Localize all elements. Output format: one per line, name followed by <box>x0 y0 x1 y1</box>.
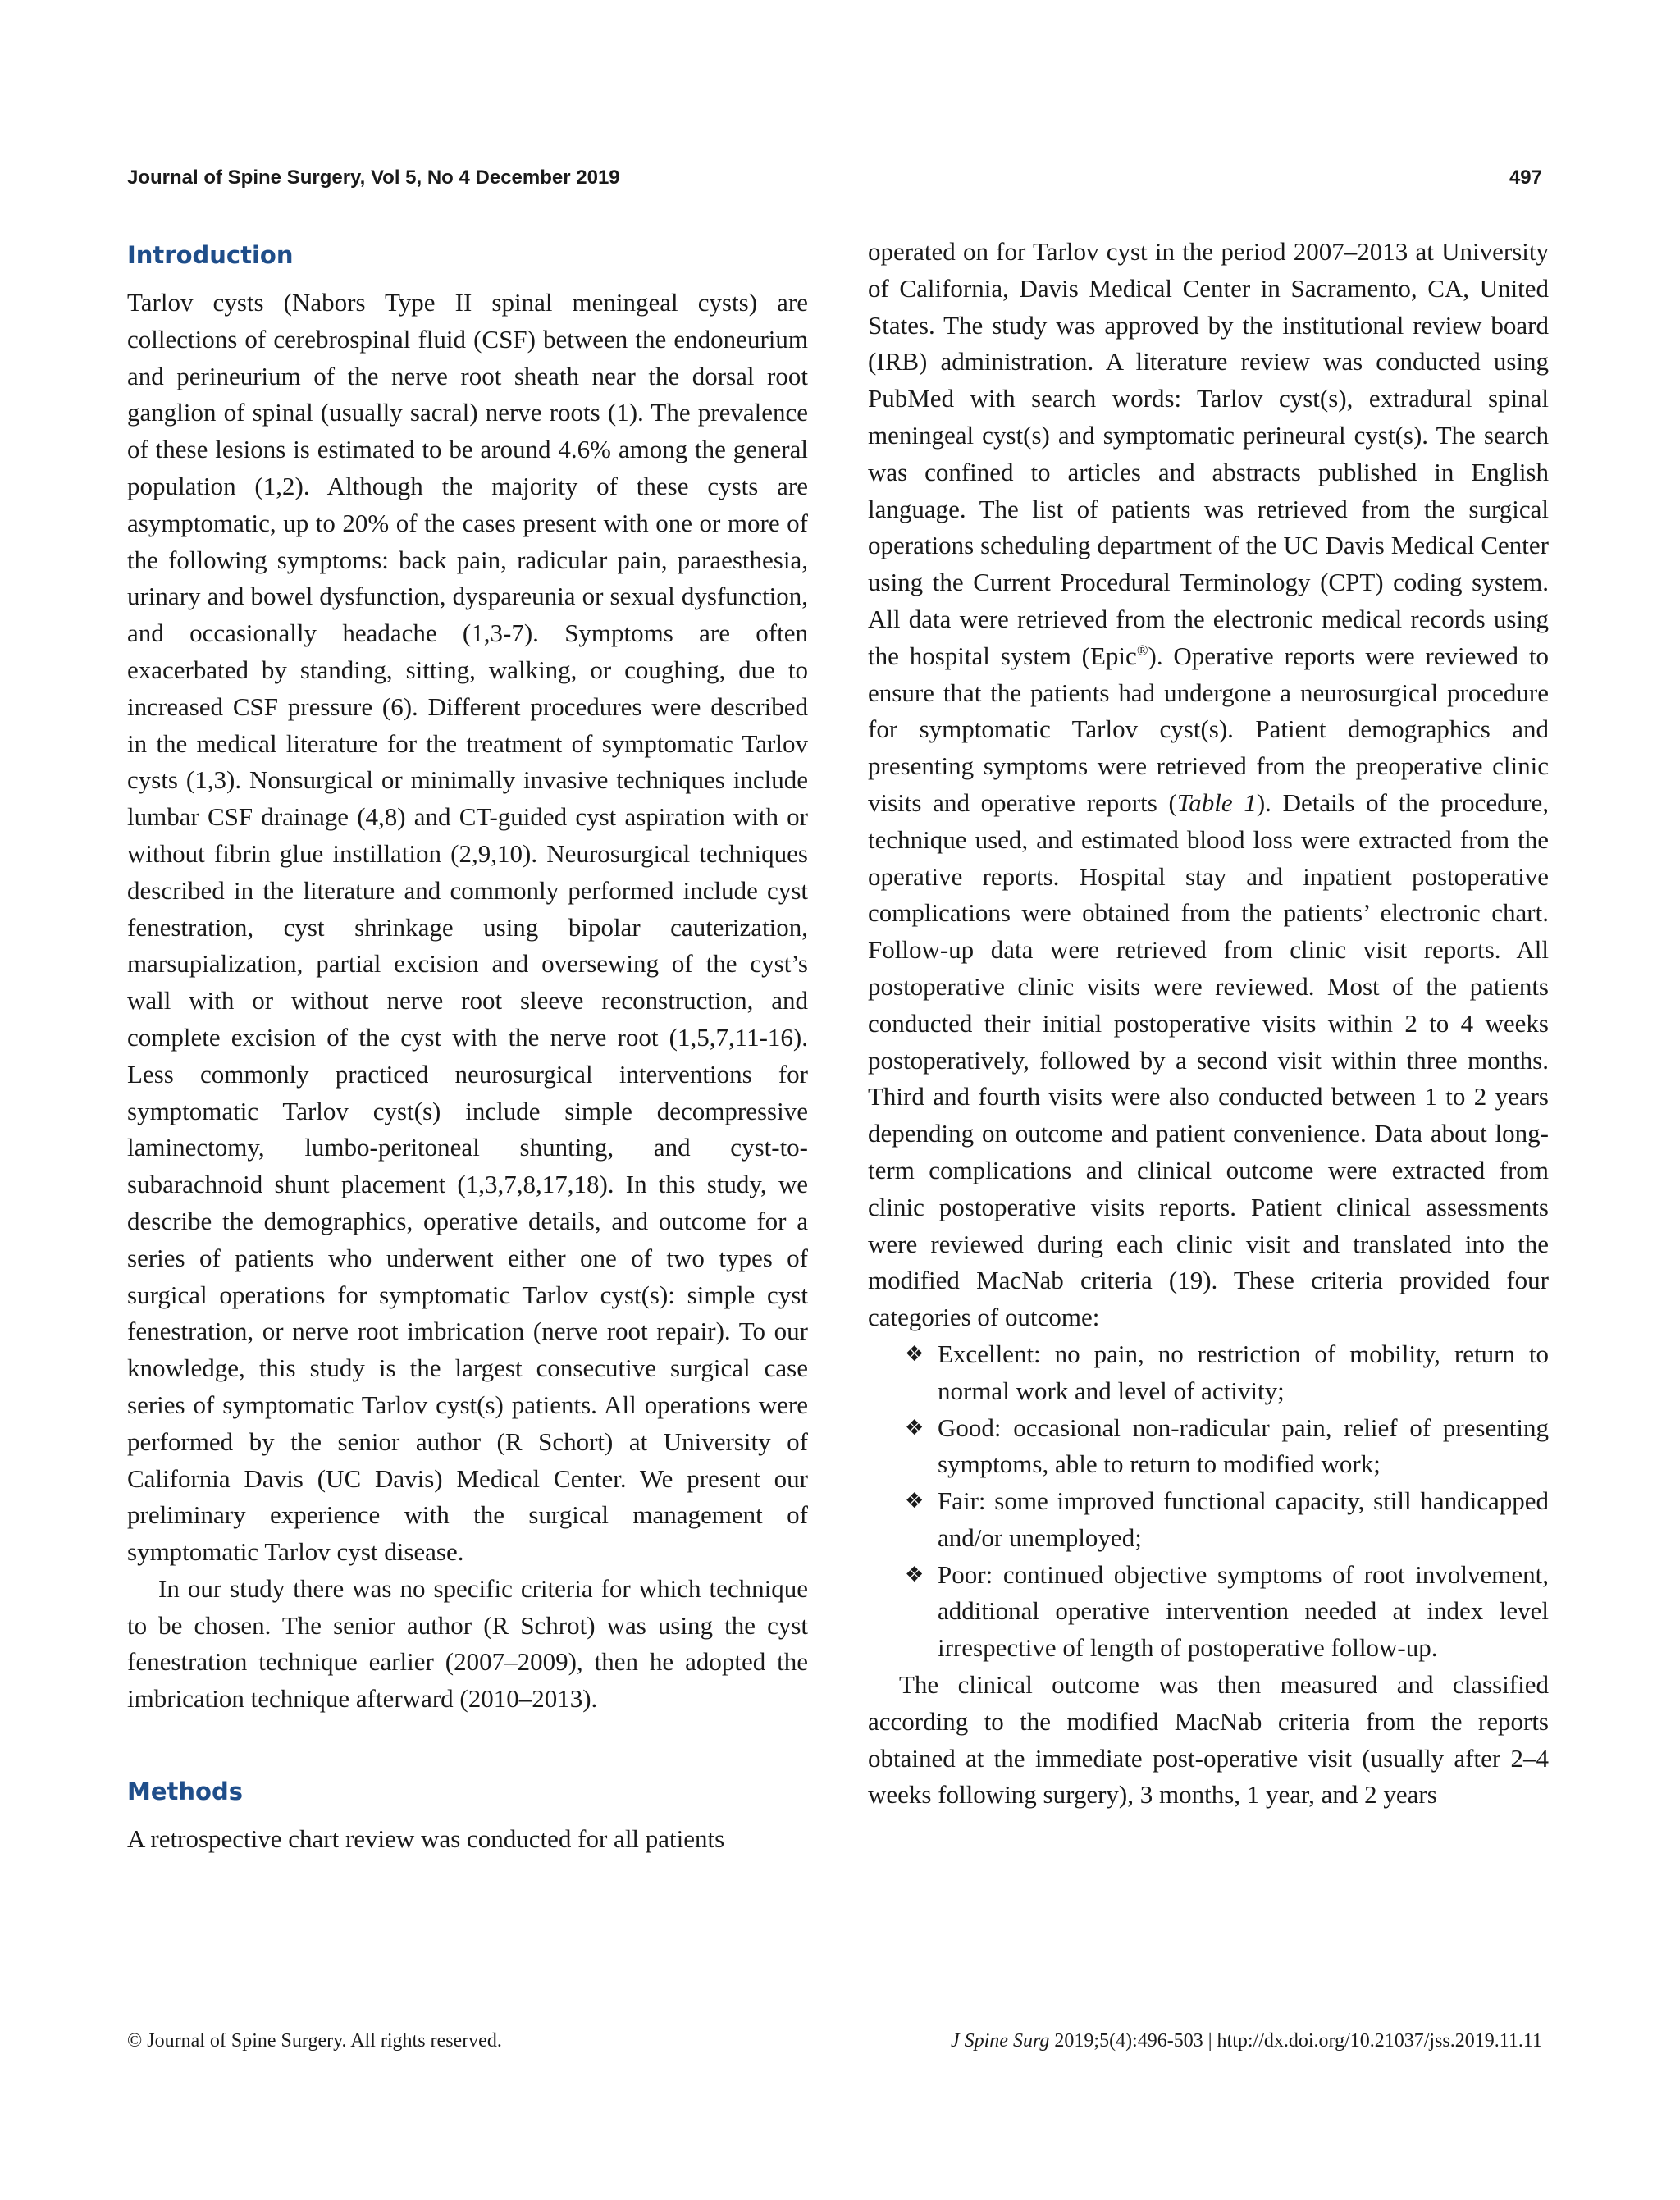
methods-text-a: operated on for Tarlov cyst in the period 2007–2013 at University of California, Davis Medical Center in Sacramento, CA, United States. The study was approved by the institutional review board (IRB) administration. A literature review was conducted using PubMed with search words: Tarlov cyst(s), extradural spinal meningeal cyst(s) and symptomatic perineural cyst(s). The search was confined to articles and abstracts published in English language. The list of patients was retrieved from the surgical operations scheduling department of the UC Davis Medical Center using the Current Procedural Terminology (CPT) coding system. All data were retrieved from the electronic medical records using the hospital system (Epic <box>868 237 1549 670</box>
criteria-item-good: ❖ Good: occasional non-radicular pain, relief of presenting symptoms, able to return to modified work; <box>938 1410 1549 1484</box>
journal-issue: Journal of Spine Surgery, Vol 5, No 4 December 2019 <box>127 167 620 189</box>
journal-abbrev: J Spine Surg <box>950 2030 1050 2052</box>
methods-paragraph-1-start: A retrospective chart review was conducted for all patients <box>127 1824 725 1854</box>
page-footer <box>127 2030 1542 2063</box>
citation <box>951 2030 1542 2052</box>
methods-text-b: ). Operative reports were reviewed to ensure that the patients had undergone a neurosurgical procedure for symptomatic Tarlov cyst(s). Patient demographics and presenting symptoms were retrieved from the preoperative clinic visits and operative reports ( <box>868 641 1550 817</box>
methods-heading: Methods <box>127 1778 243 1806</box>
left-column <box>127 234 808 1858</box>
right-column <box>868 234 1549 1814</box>
doi-citation: 2019;5(4):496-503 | http://dx.doi.org/10.21037/jss.2019.11.11 <box>1049 2030 1542 2052</box>
page-number: 497 <box>1509 167 1542 189</box>
introduction-paragraph-2: In our study there was no specific criteria for which technique to be chosen. The senior author (R Schrot) was using the cyst fenestration technique earlier (2007–2009), then he adopted the imbrication technique afterward (2010–2013). <box>127 1573 808 1714</box>
outcome-criteria-list <box>868 1336 1549 1667</box>
diamond-bullet-icon: ❖ <box>905 1415 924 1440</box>
diamond-bullet-icon: ❖ <box>905 1489 924 1514</box>
running-header <box>127 167 1542 199</box>
methods-paragraph-1-continued <box>868 234 1549 1336</box>
introduction-heading: Introduction <box>127 241 294 269</box>
criteria-item-poor: ❖ Poor: continued objective symptoms of root involvement, additional operative intervention needed at index level irrespective of length of postoperative follow-up. <box>938 1557 1549 1667</box>
diamond-bullet-icon: ❖ <box>905 1562 924 1587</box>
table-reference: Table 1 <box>1176 787 1257 817</box>
methods-text-c: ). Details of the procedure, technique used, and estimated blood loss were extracted from the operative reports. Hospital stay and inpatient postoperative complications were obtained from the patients’ electronic chart. Follow-up data were retrieved from clinic visit reports. All postoperative clinic visits were reviewed. Most of the patients conducted their initial postoperative visits within 2 to 4 weeks postoperatively, followed by a second visit within three months. Third and fourth visits were also conducted between 1 to 2 years depending on outcome and patient convenience. Data about long-term complications and clinical outcome were extracted from clinic postoperative visits reports. Patient clinical assessments were reviewed during each clinic visit and translated into the modified MacNab criteria (19). These criteria provided four categories of outcome: <box>868 787 1549 1332</box>
diamond-bullet-icon: ❖ <box>905 1341 924 1367</box>
criteria-item-fair: ❖ Fair: some improved functional capacity, still handicapped and/or unemployed; <box>938 1483 1549 1557</box>
criteria-item-excellent: ❖ Excellent: no pain, no restriction of mobility, return to normal work and level of activity; <box>938 1336 1549 1410</box>
copyright-notice: © Journal of Spine Surgery. All rights reserved. <box>127 2030 502 2052</box>
introduction-paragraph-1: Tarlov cysts (Nabors Type II spinal meningeal cysts) are collections of cerebrospinal fluid (CSF) between the endoneurium and perineurium of the nerve root sheath near the dorsal root ganglion of spinal (usually sacral) nerve roots (1). The prevalence of these lesions is estimated to be around 4.6% among the general population (1,2). Although the majority of these cysts are asymptomatic, up to 20% of the cases present with one or more of the following symptoms: back pain, radicular pain, paraesthesia, urinary and bowel dysfunction, dyspareunia or sexual dysfunction, and occasionally headache (1,3-7). Symptoms are often exacerbated by standing, sitting, walking, or coughing, due to increased CSF pressure (6). Different procedures were described in the medical literature for the treatment of symptomatic Tarlov cysts (1,3). Nonsurgical or minimally invasive techniques include lumbar CSF drainage (4,8) and CT-guided cyst aspiration with or without fibrin glue instillation (2,9,10). Neurosurgical techniques described in the literature and commonly performed include cyst fenestration, cyst shrinkage using bipolar cauterization, marsupialization, partial excision and oversewing of the cyst’s wall with or without nerve root sleeve reconstruction, and complete excision of the cyst with the nerve root (1,5,7,11-16). Less commonly practiced neurosurgical interventions for symptomatic Tarlov cyst(s) include simple decompressive laminectomy, lumbo-peritoneal shunting, and cyst-to-subarachnoid shunt placement (1,3,7,8,17,18). In this study, we describe the demographics, operative details, and outcome for a series of patients who underwent either one of two types of surgical operations for symptomatic Tarlov cyst(s): simple cyst fenestration, or nerve root imbrication (nerve root repair). To our knowledge, this study is the largest consecutive surgical case series of symptomatic Tarlov cyst(s) patients. All operations were performed by the senior author (R Schort) at University of California Davis (UC Davis) Medical Center. We present our preliminary experience with the surgical management of symptomatic Tarlov cyst disease. <box>127 288 808 1567</box>
registered-mark: ® <box>1136 641 1148 659</box>
methods-paragraph-2: The clinical outcome was then measured and classified according to the modified MacNab criteria from the reports obtained at the immediate post-operative visit (usually after 2–4 weeks following surgery), 3 months, 1 year, and 2 years <box>868 1670 1549 1810</box>
